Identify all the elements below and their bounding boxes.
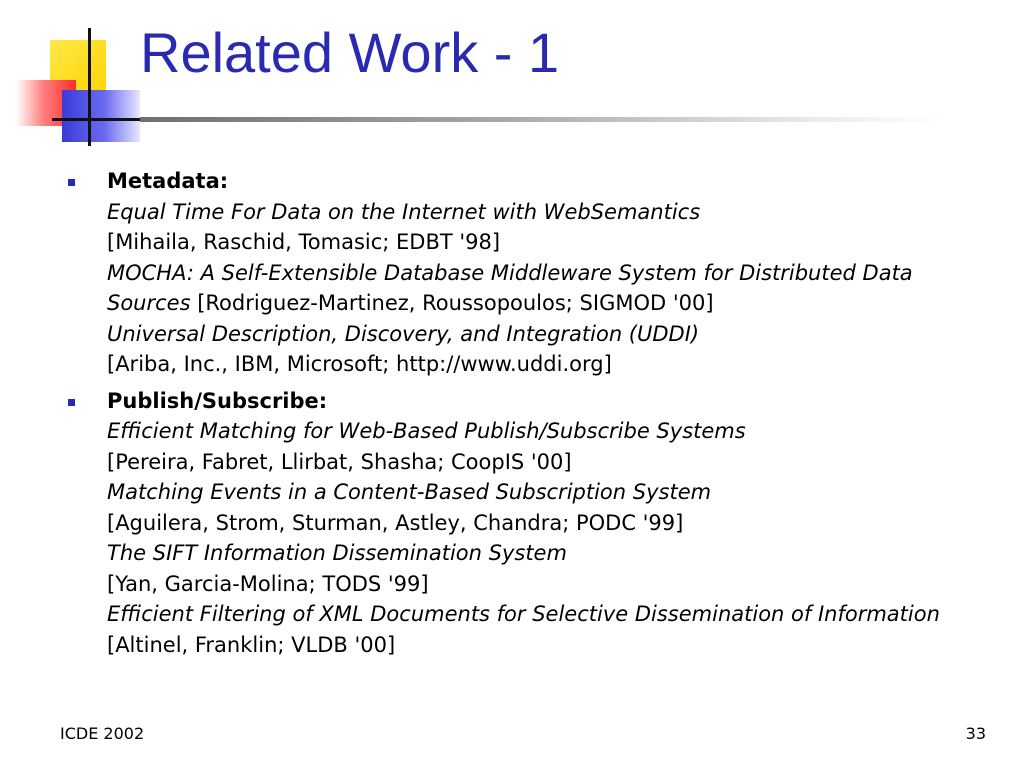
slide-content bbox=[60, 166, 990, 666]
section-publish-subscribe bbox=[60, 386, 990, 661]
section-heading: Metadata: bbox=[107, 169, 229, 193]
section-heading: Publish/Subscribe: bbox=[107, 388, 328, 413]
bullet-square-icon bbox=[68, 399, 75, 406]
reference-citation: [Ariba, Inc., IBM, Microsoft; http://www.uddi.org] bbox=[107, 352, 612, 376]
reference-item bbox=[107, 319, 990, 380]
reference-title: Matching Events in a Content-Based Subscription System bbox=[107, 480, 712, 504]
section-metadata bbox=[60, 166, 990, 380]
reference-citation: [Yan, Garcia-Molina; TODS '99] bbox=[107, 571, 429, 596]
reference-citation: [Aguilera, Strom, Sturman, Astley, Chandra; PODC '99] bbox=[107, 510, 684, 535]
logo-horizontal-line bbox=[52, 118, 142, 121]
footer-page-number: 33 bbox=[965, 724, 986, 743]
title-divider bbox=[140, 117, 945, 122]
slide-logo-graphic bbox=[0, 0, 150, 150]
reference-item bbox=[107, 477, 990, 538]
footer-conference: ICDE 2002 bbox=[60, 724, 145, 743]
reference-title: Equal Time For Data on the Internet with WebSemantics bbox=[107, 199, 701, 224]
reference-item bbox=[107, 258, 990, 319]
reference-title: Universal Description, Discovery, and Integration (UDDI) bbox=[107, 321, 700, 346]
reference-title: MOCHA: A Self-Extensible Database Middleware System for Distributed Data Sources bbox=[107, 260, 913, 315]
logo-vertical-line bbox=[88, 28, 91, 146]
reference-title: Efficient Matching for Web-Based Publish/Subscribe Systems bbox=[107, 419, 746, 443]
reference-item bbox=[107, 416, 990, 477]
reference-citation: [Pereira, Fabret, Llirbat, Shasha; CoopIS '00] bbox=[107, 449, 572, 474]
logo-blue-square bbox=[62, 90, 140, 142]
reference-title: The SIFT Information Dissemination System bbox=[107, 541, 567, 565]
reference-item bbox=[107, 538, 990, 599]
slide-title: Related Work - 1 bbox=[140, 21, 560, 84]
reference-title: Efficient Filtering of XML Documents for Selective Dissemination of Information bbox=[107, 602, 940, 626]
reference-item bbox=[107, 599, 990, 660]
reference-citation: [Mihaila, Raschid, Tomasic; EDBT '98] bbox=[107, 230, 501, 254]
reference-citation: [Rodriguez-Martinez, Roussopoulos; SIGMOD '00] bbox=[197, 291, 714, 315]
reference-item bbox=[107, 197, 990, 258]
bullet-square-icon bbox=[68, 179, 75, 186]
reference-citation: [Altinel, Franklin; VLDB '00] bbox=[107, 632, 396, 657]
